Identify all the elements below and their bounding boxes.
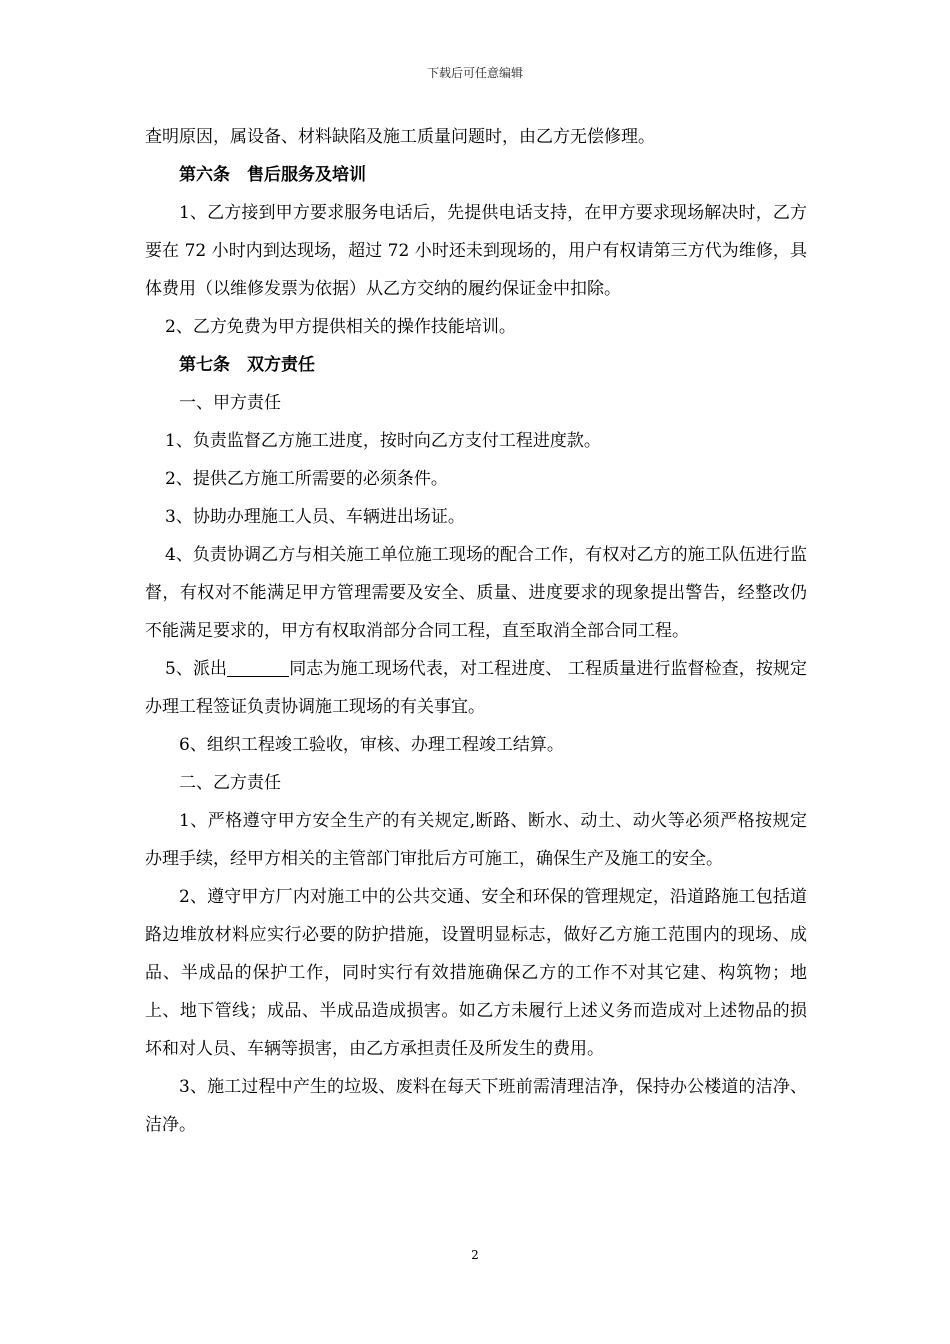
paragraph-a-6: 6、组织工程竣工验收，审核、办理工程竣工结算。 xyxy=(179,735,564,755)
paragraph-b-3: 3、施工过程中产生的垃圾、废料在每天下班前需清理洁净，保持办公楼道的洁净、洁净。 xyxy=(145,1077,807,1135)
section-heading-6: 第六条 售后服务及培训 xyxy=(179,165,366,185)
subheading-party-a: 一、甲方责任 xyxy=(179,393,281,413)
paragraph-a-4: 4、负责协调乙方与相关施工单位施工现场的配合工作，有权对乙方的施工队伍进行监督，有权对不能满足甲方管理需要及安全、质量、进度要求的现象提出警告，经整改仍不能满足要求的，甲方有权取消部分合同工程，直至取消全部合同工程。 xyxy=(145,545,807,641)
paragraph-b-2: 2、遵守甲方厂内对施工中的公共交通、安全和环保的管理规定，沿道路施工包括道路边堆放材料应实行必要的防护措施，设置明显标志，做好乙方施工范围内的现场、成品、半成品的保护工作，同时实行有效措施确保乙方的工作不对其它建、构筑物；地上、地下管线；成品、半成品造成损害。如乙方未履行上述义务而造成对上述物品的损坏和对人员、车辆等损害，由乙方承担责任及所发生的费用。 xyxy=(145,887,807,1059)
section-heading-7: 第七条 双方责任 xyxy=(179,355,315,375)
fill-in-blank xyxy=(227,658,289,677)
document-body xyxy=(145,118,807,1144)
paragraph-a-1: 1、负责监督乙方施工进度，按时向乙方支付工程进度款。 xyxy=(165,431,601,451)
page-header: 下载后可任意编辑 xyxy=(426,66,523,80)
paragraph-b-1: 1、严格遵守甲方安全生产的有关规定,断路、断水、动土、动火等必须严格按规定办理手续，经甲方相关的主管部门审批后方可施工，确保生产及施工的安全。 xyxy=(145,811,807,869)
paragraph-6-1: 1、乙方接到甲方要求服务电话后，先提供电话支持，在甲方要求现场解决时，乙方要在 72 小时内到达现场，超过 72 小时还未到现场的，用户有权请第三方代为维修，具体费用（以维修发票为依据）从乙方交纳的履约保证金中扣除。 xyxy=(145,203,807,299)
page-number: 2 xyxy=(471,1248,479,1262)
paragraph-a-2: 2、提供乙方施工所需要的必须条件。 xyxy=(165,469,448,489)
paragraph-a-3: 3、协助办理施工人员、车辆进出场证。 xyxy=(165,507,465,527)
paragraph-a-5-start: 5、派出 xyxy=(165,659,228,679)
paragraph-a-5 xyxy=(145,650,807,726)
subheading-party-b: 二、乙方责任 xyxy=(179,773,281,793)
paragraph-continuation: 查明原因，属设备、材料缺陷及施工质量问题时，由乙方无偿修理。 xyxy=(145,127,655,147)
paragraph-6-2: 2、乙方免费为甲方提供相关的操作技能培训。 xyxy=(165,317,516,337)
paragraph-a-5-rest: 同志为施工现场代表，对工程进度、 工程质量进行监督检查，按规定办理工程签证负责协调施工现场的有关事宜。 xyxy=(145,659,807,717)
